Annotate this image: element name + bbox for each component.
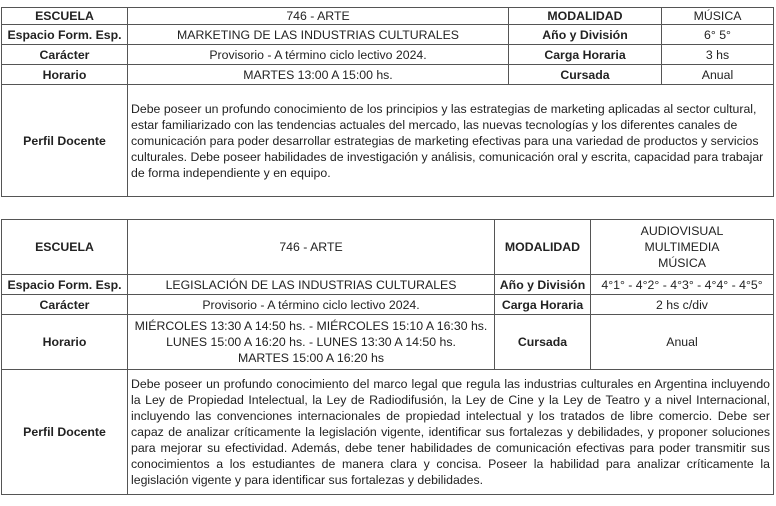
carga-horaria-label: Carga Horaria bbox=[495, 295, 591, 315]
horario-line: LUNES 15:00 A 16:20 hs. - LUNES 13:30 A 14:50 hs. bbox=[166, 335, 456, 349]
modalidad-value bbox=[591, 220, 774, 275]
anio-division-value: 4°1° - 4°2° - 4°3° - 4°4° - 4°5° bbox=[591, 275, 774, 295]
perfil-docente-text: Debe poseer un profundo conocimiento de los principios y las estrategias de marketing aplicadas al sector cultural, estar familiarizado con las tendencias actuales del mercado, las nuevas tecnologías y los diferentes canales de comunicación para poder desarrollar estrategias de marketing efectivas para una variedad de productos y servicios culturales. Debe poseer habilidades de investigación y análisis, comunicación oral y escrita, capacidad para trabajar de forma independiente y en equipo. bbox=[128, 85, 774, 197]
carga-horaria-value: 3 hs bbox=[662, 45, 774, 65]
row-perfil bbox=[2, 370, 774, 495]
perfil-docente-text: Debe poseer un profundo conocimiento del marco legal que regula las industrias culturales en Argentina incluyendo la Ley de Propiedad Intelectual, la Ley de Radiodifusión, la Ley de Cine y la Ley de Teatro y a nivel Internacional, incluyendo las convenciones internacionales de propiedad intelectual y los tratados de libre comercio. Debe ser capaz de analizar críticamente la legislación vigente, identificar sus fortalezas y debilidades, y proponer soluciones para mejorar su efectividad. Además, debe tener habilidades de comunicación efectivas para poder transmitir sus conocimientos a los estudiantes de manera clara y concisa. Poseer la habilidad para analizar críticamente la legislación vigente y para identificar sus fortalezas y debilidades. bbox=[128, 370, 774, 495]
cursada-value: Anual bbox=[662, 65, 774, 85]
row-perfil bbox=[2, 85, 774, 197]
row-escuela bbox=[2, 8, 774, 25]
modalidad-line: MULTIMEDIA bbox=[644, 240, 720, 254]
espacio-label: Espacio Form. Esp. bbox=[2, 275, 128, 295]
marketing-course-table bbox=[1, 7, 774, 197]
horario-label: Horario bbox=[2, 315, 128, 370]
row-espacio bbox=[2, 275, 774, 295]
horario-label: Horario bbox=[2, 65, 128, 85]
anio-division-label: Año y División bbox=[509, 25, 662, 45]
horario-line: MARTES 15:00 A 16:20 hs bbox=[237, 351, 385, 365]
row-escuela bbox=[2, 220, 774, 275]
caracter-label: Carácter bbox=[2, 295, 128, 315]
caracter-label: Carácter bbox=[2, 45, 128, 65]
carga-horaria-value: 2 hs c/div bbox=[591, 295, 774, 315]
modalidad-line: MÚSICA bbox=[658, 256, 706, 270]
horario-value bbox=[128, 315, 495, 370]
perfil-docente-label: Perfil Docente bbox=[2, 85, 128, 197]
espacio-value: LEGISLACIÓN DE LAS INDUSTRIAS CULTURALES bbox=[128, 275, 495, 295]
perfil-docente-label: Perfil Docente bbox=[2, 370, 128, 495]
espacio-value: MARKETING DE LAS INDUSTRIAS CULTURALES bbox=[128, 25, 509, 45]
escuela-label: ESCUELA bbox=[2, 8, 128, 25]
anio-division-label: Año y División bbox=[495, 275, 591, 295]
modalidad-line: AUDIOVISUAL bbox=[640, 224, 724, 238]
row-caracter bbox=[2, 45, 774, 65]
row-caracter bbox=[2, 295, 774, 315]
espacio-label: Espacio Form. Esp. bbox=[2, 25, 128, 45]
cursada-label: Cursada bbox=[495, 315, 591, 370]
row-horario bbox=[2, 65, 774, 85]
modalidad-label: MODALIDAD bbox=[509, 8, 662, 25]
caracter-value: Provisorio - A término ciclo lectivo 2024. bbox=[128, 295, 495, 315]
cursada-value: Anual bbox=[591, 315, 774, 370]
horario-line: MIÉRCOLES 13:30 A 14:50 hs. - MIÉRCOLES 15:10 A 16:30 hs. bbox=[134, 319, 488, 333]
cursada-label: Cursada bbox=[509, 65, 662, 85]
modalidad-label: MODALIDAD bbox=[495, 220, 591, 275]
legislacion-course-table bbox=[1, 219, 774, 495]
escuela-label: ESCUELA bbox=[2, 220, 128, 275]
modalidad-value: MÚSICA bbox=[662, 8, 774, 25]
carga-horaria-label: Carga Horaria bbox=[509, 45, 662, 65]
caracter-value: Provisorio - A término ciclo lectivo 2024. bbox=[128, 45, 509, 65]
row-horario bbox=[2, 315, 774, 370]
anio-division-value: 6° 5° bbox=[662, 25, 774, 45]
escuela-value: 746 - ARTE bbox=[128, 220, 495, 275]
horario-value: MARTES 13:00 A 15:00 hs. bbox=[128, 65, 509, 85]
escuela-value: 746 - ARTE bbox=[128, 8, 509, 25]
row-espacio bbox=[2, 25, 774, 45]
